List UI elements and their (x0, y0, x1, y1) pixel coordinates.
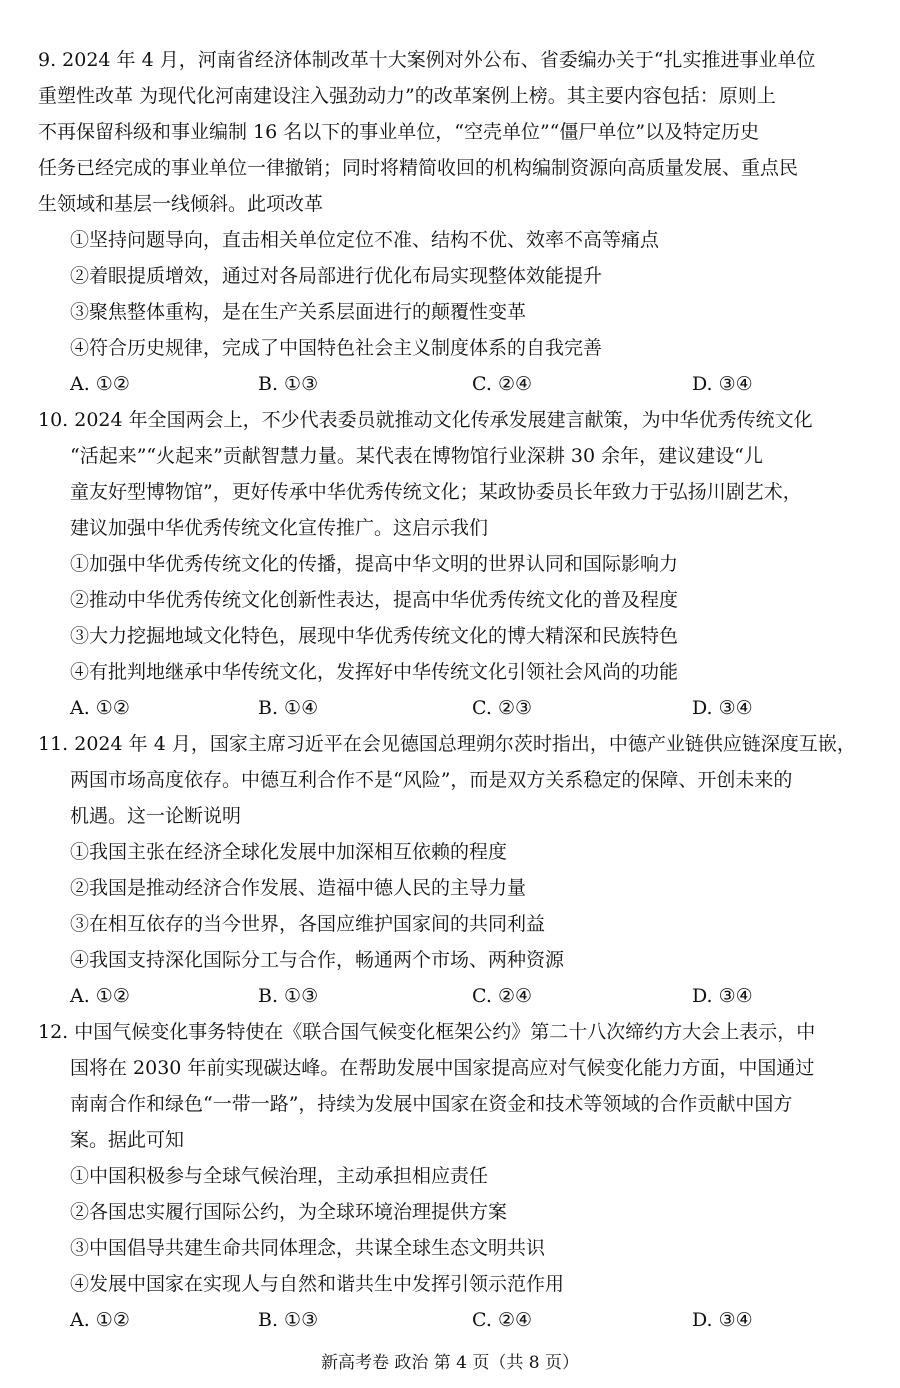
option-statement: ④有批判地继承中华传统文化，发挥好中华传统文化引领社会风尚的功能 (70, 661, 679, 683)
choice-d: D. ③④ (692, 697, 753, 719)
choice-d: D. ③④ (692, 1309, 753, 1331)
answer-choices (0, 690, 900, 726)
choice-d: D. ③④ (692, 985, 753, 1007)
choice-b: B. ①③ (258, 1309, 319, 1331)
choice-b: B. ①④ (258, 697, 319, 719)
choice-c: C. ②④ (472, 373, 533, 395)
option-statement: ③中国倡导共建生命共同体理念，共谋全球生态文明共识 (70, 1237, 546, 1259)
option-statement: ②各国忠实履行国际公约，为全球环境治理提供方案 (70, 1201, 508, 1223)
choice-b: B. ①③ (258, 985, 319, 1007)
question-stem-line: 9. 2024 年 4 月，河南省经济体制改革十大案例对外公布、省委编办关于“扎实推进事业单位 (38, 49, 816, 71)
question-stem-line: 12. 中国气候变化事务特使在《联合国气候变化框架公约》第二十八次缔约方大会上表示，中 (38, 1021, 816, 1043)
answer-choices (0, 366, 900, 402)
question-stem-line: 童友好型博物馆”，更好传承中华优秀传统文化；某政协委员长年致力于弘扬川剧艺术， (70, 481, 802, 503)
question-stem-line: 案。据此可知 (70, 1129, 185, 1151)
question-stem-line: 11. 2024 年 4 月，国家主席习近平在会见德国总理朔尔茨时指出，中德产业链供应链深度互嵌， (38, 733, 856, 755)
question-stem-line: “活起来”“火起来”贡献智慧力量。某代表在博物馆行业深耕 30 余年，建议建设“儿 (70, 445, 763, 467)
question-stem-line: 任务已经完成的事业单位一律撤销；同时将精简收回的机构编制资源向高质量发展、重点民 (38, 157, 799, 179)
option-statement: ①坚持问题导向，直击相关单位定位不准、结构不优、效率不高等痛点 (70, 229, 660, 251)
question-stem-line: 南南合作和绿色“一带一路”，持续为发展中国家在资金和技术等领域的合作贡献中国方 (70, 1093, 793, 1115)
question-stem-line: 两国市场高度依存。中德互利合作不是“风险”，而是双方关系稳定的保障、开创未来的 (70, 769, 793, 791)
choice-a: A. ①② (70, 985, 130, 1007)
option-statement: ②推动中华优秀传统文化创新性表达，提高中华优秀传统文化的普及程度 (70, 589, 679, 611)
option-statement: ①我国主张在经济全球化发展中加深相互依赖的程度 (70, 841, 508, 863)
question-stem-line: 重塑性改革 为现代化河南建设注入强劲动力”的改革案例上榜。其主要内容包括：原则上 (38, 85, 776, 107)
answer-choices (0, 978, 900, 1014)
choice-d: D. ③④ (692, 373, 753, 395)
option-statement: ②着眼提质增效，通过对各局部进行优化布局实现整体效能提升 (70, 265, 603, 287)
question-stem-line: 不再保留科级和事业编制 16 名以下的事业单位，“空壳单位”“僵尸单位”以及特定历史 (38, 121, 760, 143)
question-stem-line: 国将在 2030 年前实现碳达峰。在帮助发展中国家提高应对气候变化能力方面，中国通过 (70, 1057, 815, 1079)
question-stem-line: 机遇。这一论断说明 (70, 805, 242, 827)
question-stem-line: 10. 2024 年全国两会上，不少代表委员就推动文化传承发展建言献策，为中华优秀传统文化 (38, 409, 813, 431)
option-statement: ④发展中国家在实现人与自然和谐共生中发挥引领示范作用 (70, 1273, 565, 1295)
option-statement: ③聚焦整体重构，是在生产关系层面进行的颠覆性变革 (70, 301, 527, 323)
choice-c: C. ②④ (472, 1309, 533, 1331)
answer-choices (0, 1302, 900, 1338)
choice-c: C. ②③ (472, 697, 533, 719)
option-statement: ③大力挖掘地域文化特色，展现中华优秀传统文化的博大精深和民族特色 (70, 625, 679, 647)
option-statement: ③在相互依存的当今世界，各国应维护国家间的共同利益 (70, 913, 546, 935)
option-statement: ④我国支持深化国际分工与合作，畅通两个市场、两种资源 (70, 949, 565, 971)
choice-a: A. ①② (70, 697, 130, 719)
option-statement: ④符合历史规律，完成了中国特色社会主义制度体系的自我完善 (70, 337, 603, 359)
page-footer: 新高考卷 政治 第 4 页（共 8 页） (320, 1353, 580, 1373)
option-statement: ②我国是推动经济合作发展、造福中德人民的主导力量 (70, 877, 527, 899)
choice-a: A. ①② (70, 1309, 130, 1331)
option-statement: ①中国积极参与全球气候治理，主动承担相应责任 (70, 1165, 489, 1187)
question-stem-line: 生领域和基层一线倾斜。此项改革 (38, 193, 324, 215)
option-statement: ①加强中华优秀传统文化的传播，提高中华文明的世界认同和国际影响力 (70, 553, 679, 575)
choice-a: A. ①② (70, 373, 130, 395)
question-stem-line: 建议加强中华优秀传统文化宣传推广。这启示我们 (70, 517, 489, 539)
choice-c: C. ②④ (472, 985, 533, 1007)
choice-b: B. ①③ (258, 373, 319, 395)
